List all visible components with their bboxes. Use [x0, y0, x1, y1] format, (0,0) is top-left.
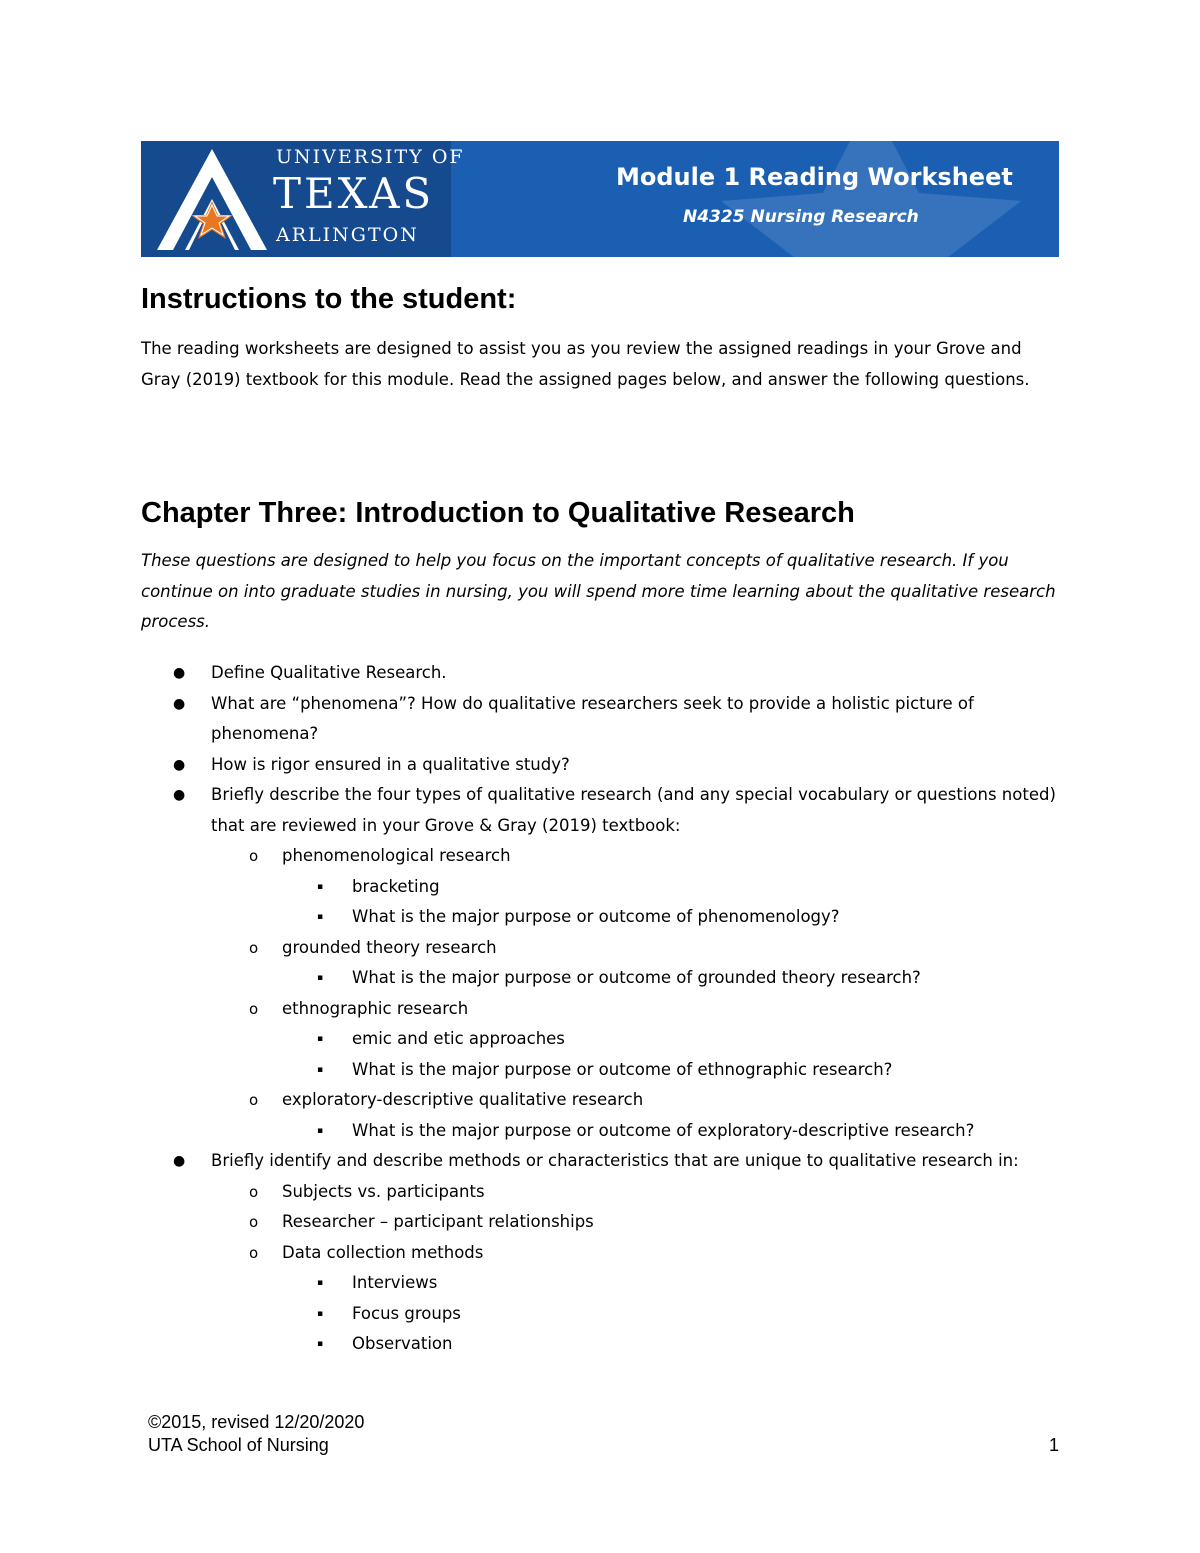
- list-item-text: emic and etic approaches: [352, 1029, 565, 1048]
- bullet-square-icon: ▪: [317, 1339, 324, 1349]
- list-item-text: What is the major purpose or outcome of phenomenology?: [352, 907, 840, 926]
- list-item-text: ethnographic research: [282, 998, 469, 1018]
- bullet-circle-icon: o: [249, 847, 259, 865]
- chapter-intro: These questions are designed to help you focus on the important concepts of qualitative research. If you continue on into graduate studies in nursing, you will spend more time learning about the qualitative research process.: [141, 551, 1056, 631]
- list-item-text: What is the major purpose or outcome of grounded theory research?: [352, 968, 921, 987]
- list-item: [141, 1024, 1061, 1055]
- bullet-square-icon: ▪: [317, 1064, 324, 1075]
- list-item: [141, 1146, 1061, 1177]
- background-star-icon: [661, 141, 1059, 257]
- bullet-square-icon: ▪: [317, 912, 324, 922]
- bullet-circle-icon: o: [249, 1243, 259, 1262]
- footer-school: UTA School of Nursing: [148, 1435, 329, 1455]
- instructions-heading: Instructions to the student:: [141, 283, 517, 315]
- bullet-dot-icon: ●: [173, 695, 186, 712]
- footer-copyright: ©2015, revised 12/20/2020: [148, 1412, 365, 1432]
- list-item-text: grounded theory research: [282, 937, 497, 957]
- bullet-dot-icon: ●: [173, 665, 186, 681]
- bullet-square-icon: ▪: [317, 1308, 324, 1319]
- list-item-text: What is the major purpose or outcome of ethnographic research?: [352, 1059, 893, 1079]
- bullet-square-icon: ▪: [317, 881, 324, 892]
- header-banner: [141, 141, 1059, 257]
- bullet-circle-icon: o: [249, 938, 259, 957]
- bullet-square-icon: ▪: [317, 1278, 324, 1288]
- logo-arlington: ARLINGTON: [276, 224, 419, 246]
- list-item-text: phenomenological research: [282, 846, 511, 865]
- bullet-circle-icon: o: [249, 1213, 259, 1231]
- list-item-text: Observation: [352, 1334, 453, 1353]
- list-item: [141, 902, 1061, 933]
- bullet-dot-icon: ●: [173, 787, 186, 803]
- list-item-text: Researcher – participant relationships: [282, 1212, 594, 1231]
- list-item: [141, 1116, 1061, 1147]
- list-item: [141, 994, 1061, 1025]
- question-list: [141, 658, 1061, 1360]
- bullet-square-icon: ▪: [317, 1125, 324, 1136]
- chapter-heading: Chapter Three: Introduction to Qualitative Research: [141, 497, 855, 529]
- bullet-circle-icon: o: [249, 1091, 259, 1109]
- list-item: [141, 1238, 1061, 1269]
- list-item-text: Focus groups: [352, 1303, 461, 1323]
- list-item: [141, 658, 1061, 689]
- course-subtitle: N4325 Nursing Research: [683, 207, 919, 227]
- bullet-dot-icon: ●: [173, 1153, 186, 1169]
- bullet-circle-icon: o: [249, 999, 259, 1018]
- list-item-text: What is the major purpose or outcome of exploratory-descriptive research?: [352, 1120, 975, 1140]
- list-item: [141, 841, 1061, 872]
- list-item-text: exploratory-descriptive qualitative research: [282, 1090, 644, 1109]
- uta-logo-a-star-icon: [155, 147, 270, 252]
- list-item: [141, 1085, 1061, 1116]
- list-item: [141, 933, 1061, 964]
- list-item: [141, 689, 1061, 750]
- list-item-text: Data collection methods: [282, 1242, 484, 1262]
- worksheet-title: Module 1 Reading Worksheet: [616, 163, 1013, 191]
- list-item: [141, 872, 1061, 903]
- list-item-text: Interviews: [352, 1273, 438, 1292]
- logo-texas: TEXAS: [273, 169, 435, 218]
- bullet-square-icon: ▪: [317, 1034, 324, 1044]
- list-item: [141, 750, 1061, 781]
- list-item-text: Define Qualitative Research.: [211, 663, 447, 682]
- list-item: [141, 1177, 1061, 1208]
- list-item-text: Briefly identify and describe methods or characteristics that are unique to qualitative research in:: [211, 1151, 1019, 1170]
- list-item-text: Briefly describe the four types of qualitative research (and any special vocabulary or questions noted) that are reviewed in your Grove & Gray (2019) textbook:: [211, 785, 1056, 835]
- list-item-text: Subjects vs. participants: [282, 1181, 485, 1201]
- list-item-text: What are “phenomena”? How do qualitative researchers seek to provide a holistic picture of phenomena?: [211, 693, 974, 743]
- bullet-dot-icon: ●: [173, 756, 186, 773]
- bullet-square-icon: ▪: [317, 973, 324, 983]
- page-number: 1: [1049, 1435, 1060, 1455]
- instructions-body: The reading worksheets are designed to assist you as you review the assigned readings in your Grove and Gray (2019) textbook for this module. Read the assigned pages below, and answer the following questions.: [141, 339, 1030, 389]
- list-item: [141, 780, 1061, 841]
- list-item: [141, 1268, 1061, 1299]
- list-item: [141, 963, 1061, 994]
- list-item: [141, 1207, 1061, 1238]
- bullet-circle-icon: o: [249, 1182, 259, 1201]
- list-item: [141, 1329, 1061, 1360]
- list-item: [141, 1299, 1061, 1330]
- list-item-text: How is rigor ensured in a qualitative study?: [211, 754, 570, 774]
- list-item-text: bracketing: [352, 876, 440, 896]
- list-item: [141, 1055, 1061, 1086]
- logo-university-of: UNIVERSITY OF: [276, 146, 465, 168]
